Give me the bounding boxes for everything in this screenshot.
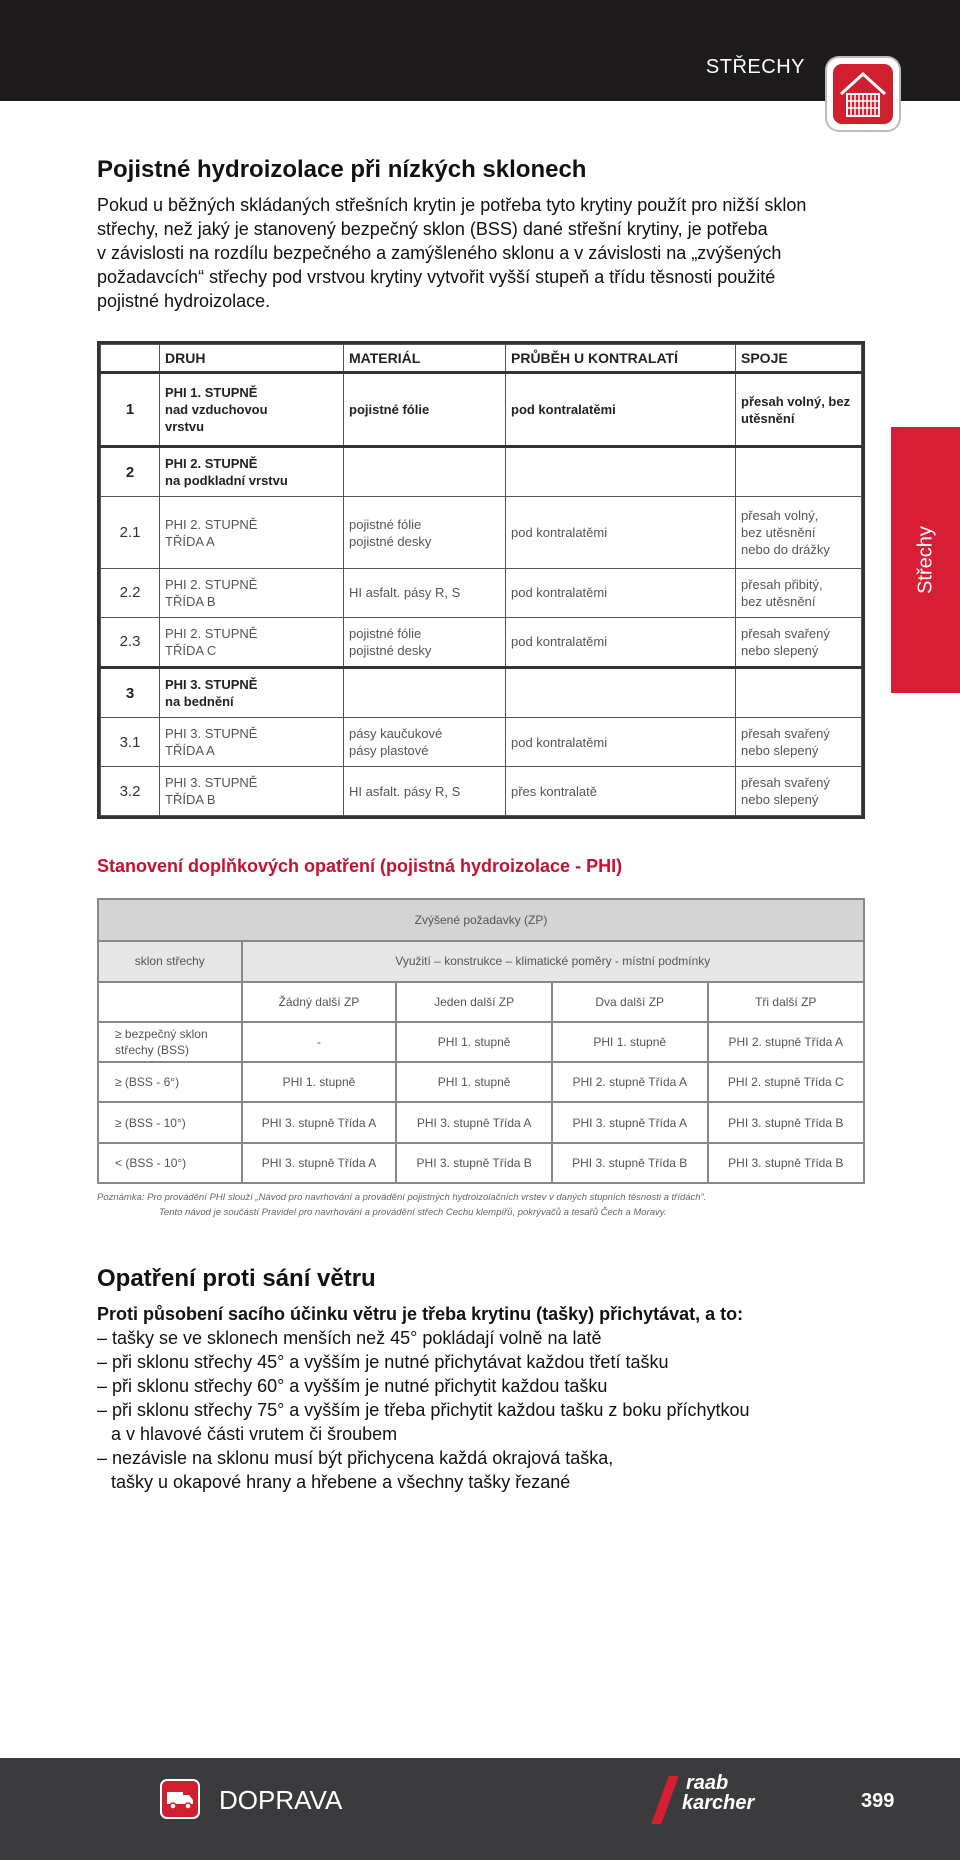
intro-line: pojistné hydroizolace. (97, 291, 271, 311)
table-row-label: ≥ bezpečný sklon střechy (BSS) (98, 1022, 242, 1062)
table-cell-druh: PHI 3. STUPNĚ TŘÍDA A (160, 718, 344, 767)
table-row-label: < (BSS - 10°) (98, 1143, 242, 1183)
table-cell-material: pojistné fólie (344, 373, 506, 447)
footer-bar (0, 1758, 960, 1860)
table-cell: PHI 1. stupně (552, 1022, 708, 1062)
table-row (98, 1022, 864, 1062)
table-header-cell: Využití – konstrukce – klimatické poměry - místní podmínky (242, 941, 864, 981)
table-cell-num: 3 (101, 667, 160, 717)
table-row (98, 1143, 864, 1183)
table-cell-material: pojistné fólie pojistné desky (344, 617, 506, 667)
table-row (101, 767, 862, 816)
table-cell-druh: PHI 2. STUPNĚ TŘÍDA A (160, 497, 344, 568)
table-header-cell: sklon střechy (98, 941, 242, 981)
note-line: Poznámka: Pro provádění PHI slouží „Návod pro navrhování a provádění pojistných hydroizolačních vrstev v daných stupních těsnosti a třídách“. (97, 1192, 707, 1203)
wind-item: – nezávisle na sklonu musí být přichycena každá okrajová taška, (97, 1448, 614, 1468)
table-cell: PHI 3. stupně Třída A (242, 1102, 397, 1142)
table-row (98, 1062, 864, 1102)
table-cell-spoje: přesah svařený nebo slepený (736, 718, 862, 767)
table-cell-prubeh: pod kontralatěmi (506, 373, 736, 447)
table-note (97, 1190, 867, 1220)
table-cell: PHI 2. stupně Třída A (552, 1062, 708, 1102)
wind-item: – tašky se ve sklonech menších než 45° pokládají volně na latě (97, 1328, 602, 1348)
table-cell: PHI 3. stupně Třída B (396, 1143, 552, 1183)
logo-text: raab (686, 1772, 729, 1794)
table-header-cell: MATERIÁL (344, 345, 506, 373)
table-cell-num: 1 (101, 373, 160, 447)
header-bar (0, 0, 960, 101)
table-cell-druh: PHI 2. STUPNĚ na podkladní vrstvu (160, 447, 344, 497)
table-cell-prubeh: přes kontralatě (506, 767, 736, 816)
table-cell-spoje: přesah přibitý, bez utěsnění (736, 568, 862, 617)
logo-text: karcher (682, 1792, 755, 1814)
roof-tiles-icon (827, 58, 899, 130)
table-cell-druh: PHI 3. STUPNĚ na bednění (160, 667, 344, 717)
table-cell: PHI 3. stupně Třída B (708, 1143, 864, 1183)
table-cell-num: 2.1 (101, 497, 160, 568)
side-tab-strechy[interactable] (891, 427, 960, 693)
table-cell: PHI 1. stupně (242, 1062, 397, 1102)
table-cell: - (242, 1022, 397, 1062)
table-header-cell (98, 982, 242, 1022)
wind-paragraph (97, 1302, 877, 1494)
note-line: Tento návod je součástí Pravidel pro navrhování a provádění střech Cechu klempířů, pokrývačů a tesařů Čech a Moravy. (159, 1207, 667, 1218)
table-header-cell: Žádný další ZP (242, 982, 397, 1022)
wind-lead: Proti působení sacího účinku větru je třeba krytinu (tašky) přichytávat, a to: (97, 1304, 744, 1324)
table-cell: PHI 3. stupně Třída B (552, 1143, 708, 1183)
table-cell-spoje (736, 447, 862, 497)
table-row (101, 373, 862, 447)
section-heading-wind: Opatření proti sání větru (97, 1265, 376, 1292)
table-cell-prubeh (506, 447, 736, 497)
table-header-cell: Tři další ZP (708, 982, 864, 1022)
raab-karcher-logo (660, 1772, 780, 1830)
table-header-cell: PRŮBĚH U KONTRALATÍ (506, 345, 736, 373)
wind-item: a v hlavové části vrutem či šroubem (111, 1424, 398, 1444)
table-cell-material: HI asfalt. pásy R, S (344, 568, 506, 617)
table-cell-material (344, 667, 506, 717)
table-cell-num: 2.2 (101, 568, 160, 617)
intro-line: Pokud u běžných skládaných střešních krytin je potřeba tyto krytiny použít pro nižší sklon (97, 195, 807, 215)
page-number: 399 (861, 1790, 895, 1812)
side-tab-label: Střechy (914, 526, 936, 594)
phi-requirements-table (97, 898, 865, 1184)
table-cell-prubeh: pod kontralatěmi (506, 497, 736, 568)
table-title-cell: Zvýšené požadavky (ZP) (98, 899, 864, 941)
table-cell-num: 2 (101, 447, 160, 497)
table-cell-prubeh (506, 667, 736, 717)
intro-line: požadavcích“ střechy pod vrstvou krytiny vytvořit vyšší stupeň a třídu těsnosti použité (97, 267, 776, 287)
table-cell: PHI 2. stupně Třída C (708, 1062, 864, 1102)
table-header-cell: SPOJE (736, 345, 862, 373)
table-cell-material (344, 447, 506, 497)
wind-item: – při sklonu střechy 60° a vyšším je nutné přichytit každou tašku (97, 1376, 608, 1396)
table-cell-spoje: přesah svařený nebo slepený (736, 767, 862, 816)
truck-icon (160, 1779, 200, 1819)
table-row (101, 568, 862, 617)
wind-item: – při sklonu střechy 75° a vyšším je třeba přichytit každou tašku z boku příchytkou (97, 1400, 750, 1420)
table-cell-spoje: přesah volný, bez utěsnění (736, 373, 862, 447)
table-cell: PHI 3. stupně Třída A (396, 1102, 552, 1142)
table-cell-num: 2.3 (101, 617, 160, 667)
table-cell-druh: PHI 2. STUPNĚ TŘÍDA C (160, 617, 344, 667)
table-cell-material: pásy kaučukové pásy plastové (344, 718, 506, 767)
wind-item: tašky u okapové hrany a hřebene a všechny tašky řezané (111, 1472, 571, 1492)
table-row (101, 497, 862, 568)
table-header-cell: Jeden další ZP (396, 982, 552, 1022)
header-title: STŘECHY (705, 56, 805, 78)
table-cell: PHI 2. stupně Třída A (708, 1022, 864, 1062)
table-cell-num: 3.2 (101, 767, 160, 816)
table-cell-spoje (736, 667, 862, 717)
table-cell-num: 3.1 (101, 718, 160, 767)
table-row (101, 447, 862, 497)
table-cell: PHI 3. stupně Třída B (708, 1102, 864, 1142)
table-row (98, 1102, 864, 1142)
table-row-label: ≥ (BSS - 6°) (98, 1062, 242, 1102)
table-header-cell: DRUH (160, 345, 344, 373)
table-cell-druh: PHI 3. STUPNĚ TŘÍDA B (160, 767, 344, 816)
table-cell: PHI 1. stupně (396, 1022, 552, 1062)
table-cell-druh: PHI 1. STUPNĚ nad vzduchovou vrstvu (160, 373, 344, 447)
footer-label: DOPRAVA (219, 1785, 343, 1815)
table-cell-material: HI asfalt. pásy R, S (344, 767, 506, 816)
table-header-cell: Dva další ZP (552, 982, 708, 1022)
table-cell-druh: PHI 2. STUPNĚ TŘÍDA B (160, 568, 344, 617)
table-cell-spoje: přesah volný, bez utěsnění nebo do drážky (736, 497, 862, 568)
intro-line: střechy, než jaký je stanovený bezpečný sklon (BSS) dané střešní krytiny, je potřeba (97, 219, 768, 239)
wind-item: – při sklonu střechy 45° a vyšším je nutné přichytávat každou třetí tašku (97, 1352, 669, 1372)
table-cell: PHI 3. stupně Třída A (552, 1102, 708, 1142)
table-row (101, 718, 862, 767)
table-row (101, 667, 862, 717)
section-subheading-phi: Stanovení doplňkových opatření (pojistná hydroizolace - PHI) (97, 856, 623, 876)
intro-paragraph (97, 193, 877, 313)
table-cell-spoje: přesah svařený nebo slepený (736, 617, 862, 667)
table-cell-prubeh: pod kontralatěmi (506, 568, 736, 617)
table-header-cell (101, 345, 160, 373)
table-cell-prubeh: pod kontralatěmi (506, 718, 736, 767)
intro-line: v závislosti na rozdílu bezpečného a zamýšleného sklonu a v závislosti na „zvýšených (97, 243, 782, 263)
section-heading-hydroizolace: Pojistné hydroizolace při nízkých sklonech (97, 156, 587, 183)
table-row (101, 617, 862, 667)
table-cell: PHI 3. stupně Třída A (242, 1143, 397, 1183)
phi-types-table (97, 341, 865, 819)
table-cell: PHI 1. stupně (396, 1062, 552, 1102)
table-cell-prubeh: pod kontralatěmi (506, 617, 736, 667)
table-cell-material: pojistné fólie pojistné desky (344, 497, 506, 568)
table-row-label: ≥ (BSS - 10°) (98, 1102, 242, 1142)
